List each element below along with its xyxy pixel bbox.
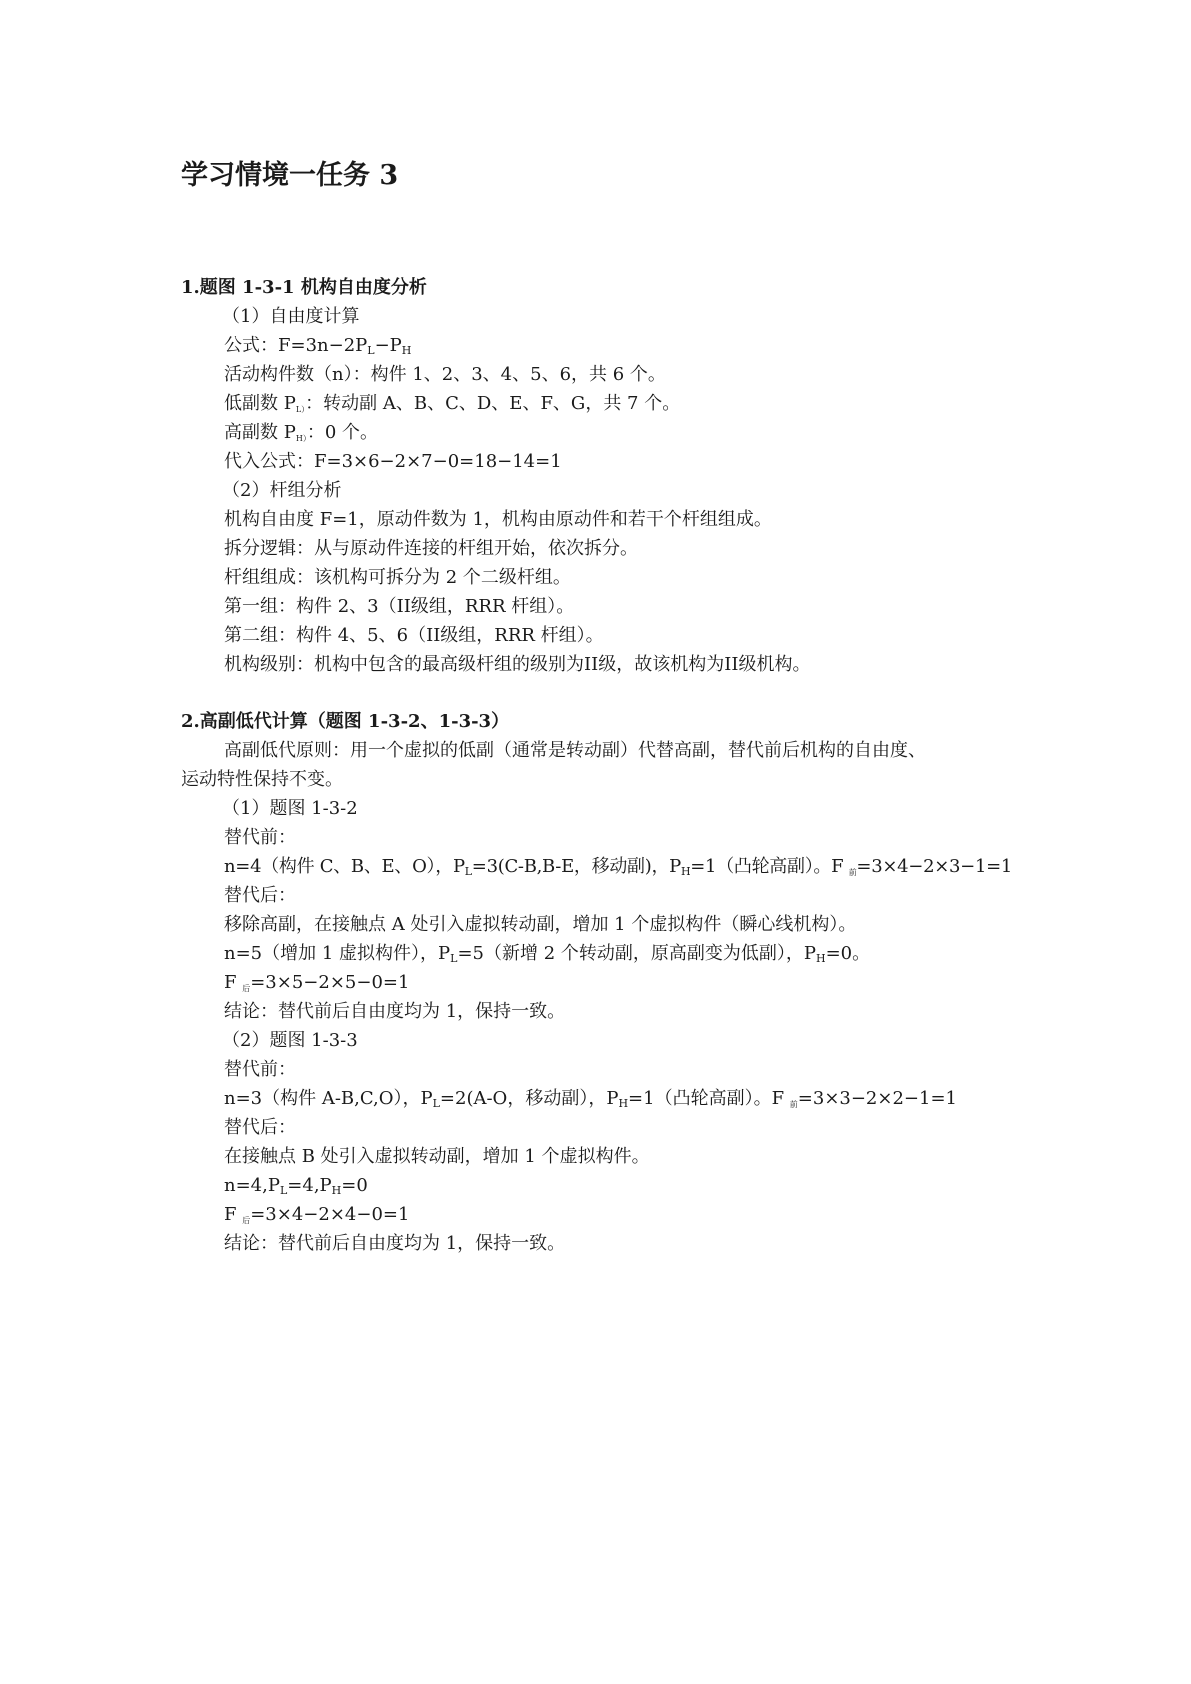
part-2-before-counts: n=3（构件 A-B,C,O），$P_L=2(A-O$，移动副），$P_H=1$（凸轮高副）。F $_前$=3×3−2×2−1=1 — [224, 1088, 957, 1110]
group-1-line: 第一组：构件 2、3（II级组，RRR 杆组）。 — [224, 596, 575, 617]
part-1-after-label: 替代后： — [224, 885, 296, 906]
part-1-remove-line: 移除高副，在接触点 A 处引入虚拟转动副，增加 1 个虚拟构件（瞬心线机构）。 — [224, 914, 857, 935]
part-1-before-label: 替代前： — [224, 827, 296, 848]
document-title: 学习情境一任务 3 — [181, 160, 399, 191]
subsection-1-label: （1）自由度计算 — [222, 306, 360, 327]
group-composition-line: 杆组组成：该机构可拆分为 2 个二级杆组。 — [224, 567, 571, 588]
part-1-before-counts: n=4（构件 C、B、E、O），$P_L=3(C-B,B-E$，移动副)，$P_H=1$（凸轮高副）。F $_前$=3×4−2×3−1=1 — [224, 856, 1013, 878]
part-2-f-after: F $_后$=3×4−2×4−0=1 — [224, 1204, 410, 1225]
part-1-label: （1）题图 1-3-2 — [222, 798, 358, 819]
part-1-conclusion: 结论：替代前后自由度均为 1，保持一致。 — [224, 1001, 566, 1022]
part-2-label: （2）题图 1-3-3 — [222, 1030, 358, 1051]
part-2-after-counts: $n=4,P_L=4,P_H=0$ — [224, 1175, 368, 1197]
substitute-line: 代入公式：F=3×6−2×7−0=18−14=1 — [224, 451, 562, 472]
active-count-line: 活动构件数（n）：构件 1、2、3、4、5、6，共 6 个。 — [224, 364, 666, 385]
low-pairs-line: 低副数 $P_{L)}$：转动副 A、B、C、D、E、F、G，共 7 个。 — [224, 393, 681, 414]
formula-line: 公式：$F=3n-2P_L-P_H$ — [224, 335, 412, 357]
high-pairs-line: 高副数 $P_{H)}$：0 个。 — [224, 422, 379, 443]
part-1-after-counts: n=5（增加 1 虚拟构件），$P_L=5$（新增 2 个转动副，原高副变为低副），$P_H=0$。 — [224, 943, 871, 965]
part-2-before-label: 替代前： — [224, 1059, 296, 1080]
section-2-heading: 2.高副低代计算（题图 1-3-2、1-3-3） — [181, 711, 510, 732]
principle-line-2: 运动特性保持不变。 — [181, 769, 343, 790]
part-2-intro-line: 在接触点 B 处引入虚拟转动副，增加 1 个虚拟构件。 — [224, 1146, 650, 1167]
principle-line-1: 高副低代原则：用一个虚拟的低副（通常是转动副）代替高副，替代前后机构的自由度、 — [224, 740, 926, 761]
section-1-heading: 1.题图 1-3-1 机构自由度分析 — [181, 277, 427, 298]
part-1-f-after: F $_后$=3×5−2×5−0=1 — [224, 972, 410, 993]
subsection-2-label: （2）杆组分析 — [222, 480, 342, 501]
dof-line: 机构自由度 F=1，原动件数为 1，机构由原动件和若干个杆组组成。 — [224, 509, 772, 530]
group-2-line: 第二组：构件 4、5、6（II级组，RRR 杆组）。 — [224, 625, 604, 646]
part-2-after-label: 替代后： — [224, 1117, 296, 1138]
mechanism-level-line: 机构级别：机构中包含的最高级杆组的级别为II级，故该机构为II级机构。 — [224, 654, 811, 675]
part-2-conclusion: 结论：替代前后自由度均为 1，保持一致。 — [224, 1233, 566, 1254]
split-logic-line: 拆分逻辑：从与原动件连接的杆组开始，依次拆分。 — [224, 538, 638, 559]
